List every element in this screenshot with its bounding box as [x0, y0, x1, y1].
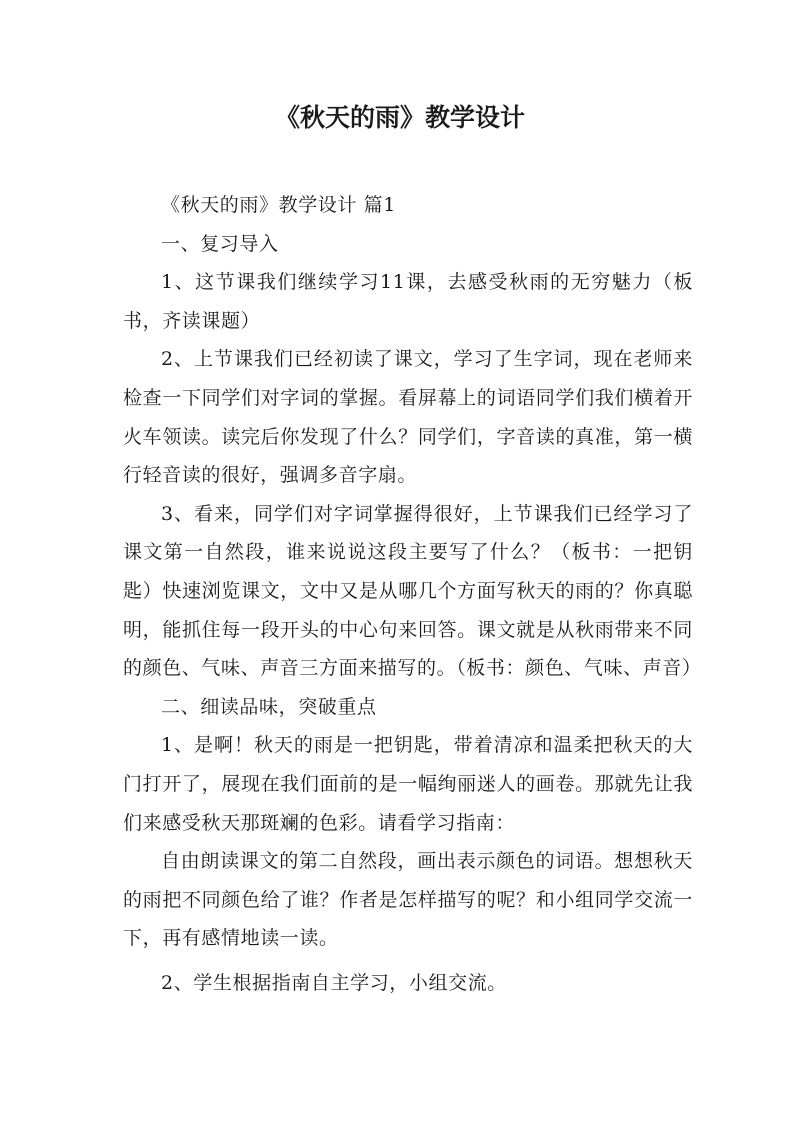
section-heading: 《秋天的雨》教学设计 篇1: [161, 194, 396, 216]
paragraph: 自由朗读课文的第二自然段，画出表示颜色的词语。想想秋天的雨把不同颜色给了谁？作者是怎样描写的呢？和小组同学交流一下，再有感情地读一读。: [123, 850, 693, 950]
subheading-review: 一、复习导入: [161, 232, 279, 255]
document-body: [123, 186, 702, 1002]
paragraph: 2、学生根据指南自主学习，小组交流。: [161, 971, 507, 994]
paragraph: 2、上节课我们已经初读了课文，学习了生字词，现在老师来检查一下同学们对字词的掌握。看屏幕上的词语同学们我们横着开火车领读。读完后你发现了什么？同学们，字音读的真准，第一横行轻音读的很好，强调多音字扇。: [123, 348, 693, 487]
subheading-reading: 二、细读品味，突破重点: [161, 695, 377, 718]
paragraph: 3、看来，同学们对字词掌握得很好，上节课我们已经学习了课文第一自然段，谁来说说这段主要写了什么？（板书：一把钥匙）快速浏览课文，文中又是从哪几个方面写秋天的雨的？你真聪明，能抓住每一段开头的中心句来回答。课文就是从秋雨带来不同的颜色、气味、声音三方面来描写的。（板书：颜色、气味、声音）: [123, 502, 702, 680]
paragraph: 1、是啊！秋天的雨是一把钥匙，带着清凉和温柔把秋天的大门打开了，展现在我们面前的是一幅绚丽迷人的画卷。那就先让我们来感受秋天那斑斓的色彩。请看学习指南：: [123, 734, 693, 834]
document-title: 《秋天的雨》教学设计: [274, 103, 525, 132]
paragraph: 1、这节课我们继续学习11课，去感受秋雨的无穷魅力（板书，齐读课题）: [123, 271, 693, 332]
